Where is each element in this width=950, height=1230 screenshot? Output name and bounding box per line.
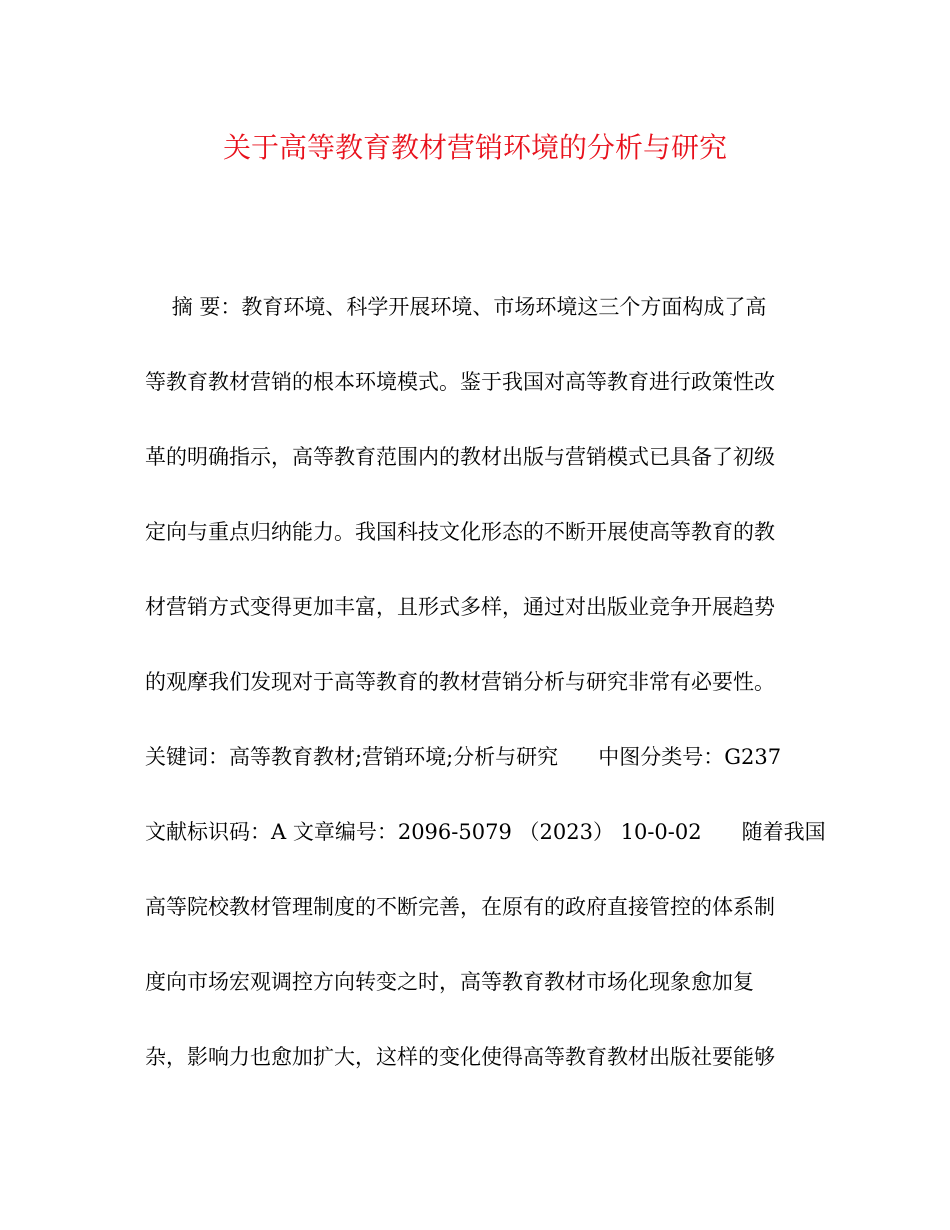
body-line: 等教育教材营销的根本环境模式。鉴于我国对高等教育进行政策性改 xyxy=(145,370,775,394)
body-line: 度向市场宏观调控方向转变之时，高等教育教材市场化现象愈加复 xyxy=(145,970,754,994)
keywords-line: 关键词：高等教育教材;营销环境;分析与研究 中图分类号：G237 xyxy=(145,745,782,769)
body-line: 高等院校教材管理制度的不断完善，在原有的政府直接管控的体系制 xyxy=(145,895,775,919)
body-line: 定向与重点归纳能力。我国科技文化形态的不断开展使高等教育的教 xyxy=(145,520,775,544)
body-line: 摘 要：教育环境、科学开展环境、市场环境这三个方面构成了高 xyxy=(145,295,767,319)
article-id-line: 文献标识码：A 文章编号：2096-5079 （2023） 10-0-02 随着我国 xyxy=(145,820,826,844)
body-line: 的观摩我们发现对于高等教育的教材营销分析与研究非常有必要性。 xyxy=(145,670,775,694)
body-line: 杂，影响力也愈加扩大，这样的变化使得高等教育教材出版社要能够 xyxy=(145,1045,775,1069)
document-title: 关于高等教育教材营销环境的分析与研究 xyxy=(222,131,727,164)
body-line: 革的明确指示，高等教育范围内的教材出版与营销模式已具备了初级 xyxy=(145,445,775,469)
body-line: 材营销方式变得更加丰富，且形式多样，通过对出版业竞争开展趋势 xyxy=(145,595,775,619)
